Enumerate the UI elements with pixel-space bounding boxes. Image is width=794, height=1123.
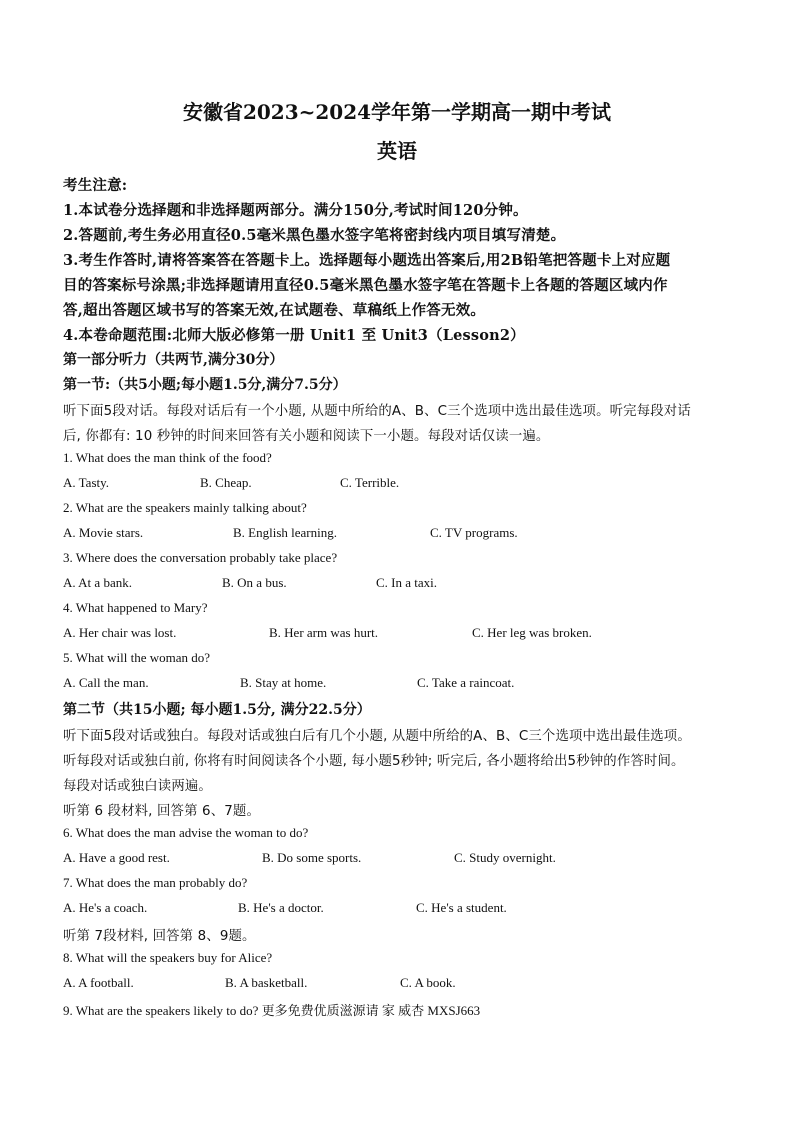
option-c: C. A book.: [400, 975, 456, 990]
section2-directions: 听每段对话或独白前, 你将有时间阅读各个小题, 每小题5秒钟; 听完后, 各小题将给出5秒钟的作答时间。: [63, 754, 685, 769]
option-a: A. Her chair was lost.: [63, 625, 177, 640]
option-b: B. On a bus.: [222, 575, 287, 590]
option-a: A. Call the man.: [63, 675, 149, 690]
option-b: B. Do some sports.: [262, 850, 362, 865]
option-c: C. In a taxi.: [376, 575, 438, 590]
section1-directions: 后, 你都有: 10 秒钟的时间来回答有关小题和阅读下一小题。每段对话仅读一遍。: [63, 429, 550, 444]
part1-heading: 第一部分听力（共两节,满分30分）: [63, 352, 284, 368]
subject-title: 英语: [377, 139, 417, 163]
notice-heading: 考生注意:: [63, 177, 128, 194]
question-text: 7. What does the man probably do?: [63, 875, 248, 890]
option-c: C. Study overnight.: [454, 850, 556, 865]
notice-item: 答,超出答题区域书写的答案无效,在试题卷、草稿纸上作答无效。: [63, 302, 486, 319]
option-b: B. He's a doctor.: [238, 900, 324, 915]
option-c: C. Take a raincoat.: [417, 675, 515, 690]
section1-directions: 听下面5段对话。每段对话后有一个小题, 从题中所给的A、B、C三个选项中选出最佳选项。听完每段对话: [63, 404, 691, 419]
section2-directions: 听下面5段对话或独白。每段对话或独白后有几个小题, 从题中所给的A、B、C三个选项中选出最佳选项。: [63, 729, 691, 744]
notice-item: 4.本卷命题范围:北师大版必修第一册 Unit1 至 Unit3（Lesson2）: [63, 327, 525, 344]
notice-item: 目的答案标号涂黑;非选择题请用直径0.5毫米黑色墨水签字笔在答题卡上各题的答题区域内作: [63, 277, 668, 294]
question-text: 9. What are the speakers likely to do? 更多免费优质滋源请 家 威杏 MXSJ663: [63, 1003, 481, 1018]
option-a: A. A football.: [63, 975, 134, 990]
option-c: C. Her leg was broken.: [472, 625, 592, 640]
option-a: A. Tasty.: [63, 475, 110, 490]
question-text: 3. Where does the conversation probably take place?: [63, 550, 338, 565]
question-text: 2. What are the speakers mainly talking about?: [63, 500, 307, 515]
option-b: B. A basketball.: [225, 975, 308, 990]
notice-item: 3.考生作答时,请将答案答在答题卡上。选择题每小题选出答案后,用2B铅笔把答题卡上对应题: [63, 252, 671, 269]
option-b: B. Stay at home.: [240, 675, 327, 690]
material-instruction: 听第 7段材料, 回答第 8、9题。: [63, 929, 256, 944]
question-text: 1. What does the man think of the food?: [63, 450, 272, 465]
notice-item: 1.本试卷分选择题和非选择题两部分。满分150分,考试时间120分钟。: [63, 202, 528, 219]
question-text: 5. What will the woman do?: [63, 650, 211, 665]
material-instruction: 听第 6 段材料, 回答第 6、7题。: [63, 804, 260, 819]
option-c: C. He's a student.: [416, 900, 507, 915]
exam-title: 安徽省2023~2024学年第一学期高一期中考试: [182, 100, 612, 124]
question-text: 6. What does the man advise the woman to do?: [63, 825, 309, 840]
option-b: B. Cheap.: [200, 475, 252, 490]
section2-directions: 每段对话或独白读两遍。: [63, 779, 212, 794]
section1-heading: 第一节:（共5小题;每小题1.5分,满分7.5分）: [63, 377, 347, 393]
option-b: B. Her arm was hurt.: [269, 625, 379, 640]
option-a: A. Have a good rest.: [63, 850, 170, 865]
option-b: B. English learning.: [233, 525, 337, 540]
question-text: 4. What happened to Mary?: [63, 600, 208, 615]
option-c: C. Terrible.: [340, 475, 400, 490]
option-a: A. At a bank.: [63, 575, 132, 590]
option-a: A. Movie stars.: [63, 525, 144, 540]
notice-item: 2.答题前,考生务必用直径0.5毫米黑色墨水签字笔将密封线内项目填写清楚。: [63, 227, 566, 244]
option-c: C. TV programs.: [430, 525, 518, 540]
question-text: 8. What will the speakers buy for Alice?: [63, 950, 273, 965]
option-a: A. He's a coach.: [63, 900, 148, 915]
section2-heading: 第二节（共15小题; 每小题1.5分, 满分22.5分）: [63, 702, 371, 718]
